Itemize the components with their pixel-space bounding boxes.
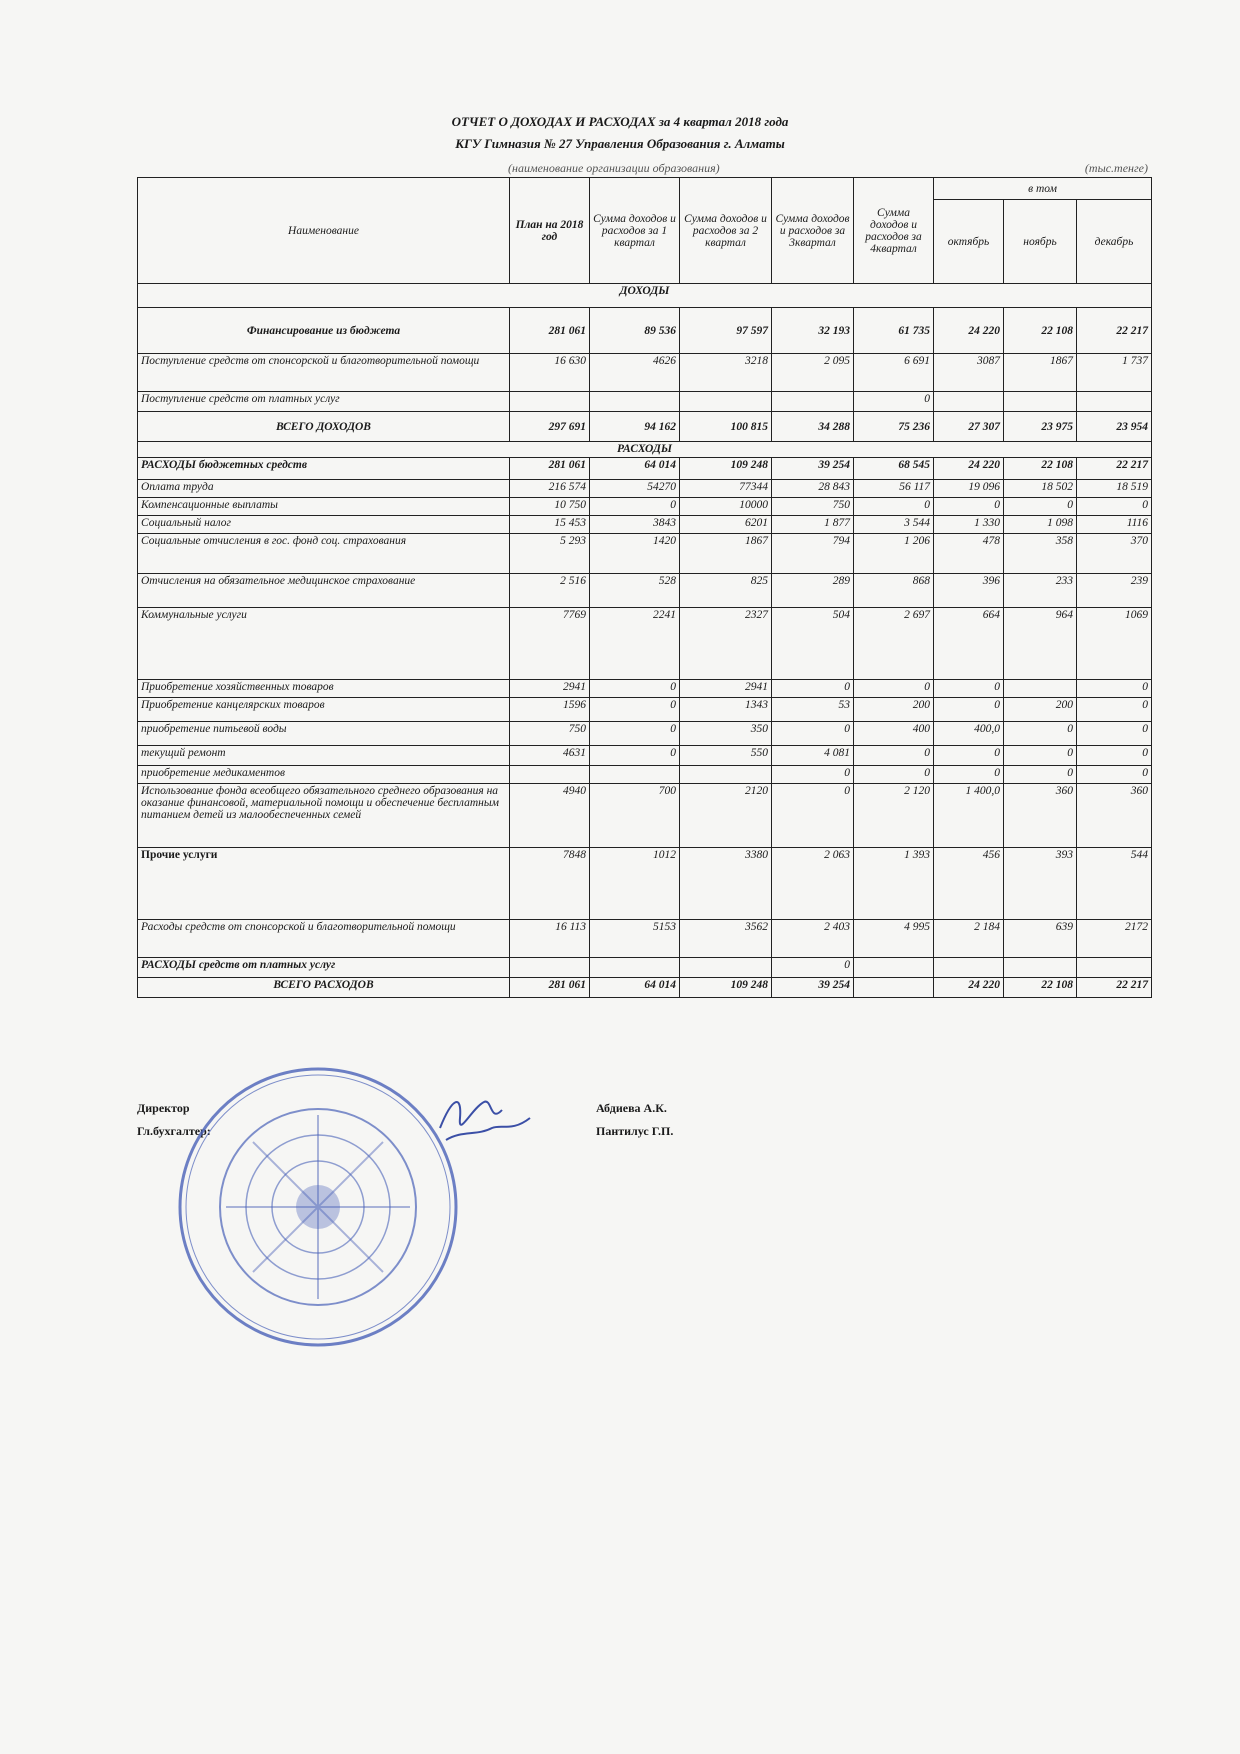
org-caption: (наименование организации образования) [508,161,720,175]
cell-value [510,392,590,412]
cell-value: 16 113 [510,920,590,958]
report-title: ОТЧЕТ О ДОХОДАХ И РАСХОДАХ за 4 квартал 2018 года [451,114,789,129]
cell-value [772,392,854,412]
table-row [138,354,1152,392]
cell-value: 2 516 [510,574,590,608]
cell-value: 24 220 [934,458,1004,480]
cell-value: 61 735 [854,308,934,354]
table-row [138,766,1152,784]
cell-value: 0 [854,746,934,766]
cell-value: 2 184 [934,920,1004,958]
cell-value: 4631 [510,746,590,766]
cell-value: 478 [934,534,1004,574]
cell-value [510,958,590,978]
cell-value: 53 [772,698,854,722]
cell-value: 2 697 [854,608,934,680]
cell-value [1077,958,1152,978]
cell-value: 6 691 [854,354,934,392]
cell-value: 18 519 [1077,480,1152,498]
section-income: ДОХОДЫ [138,284,1152,308]
cell-value: 39 254 [772,978,854,998]
cell-value: 0 [1004,722,1077,746]
cell-value: 0 [1077,698,1152,722]
cell-value: 0 [854,392,934,412]
cell-value: 396 [934,574,1004,608]
row-name: Расходы средств от спонсорской и благотворительной помощи [138,920,510,958]
table-row [138,784,1152,848]
accountant-label: Гл.бухгалтер: [137,1124,211,1138]
cell-value: 1867 [680,534,772,574]
cell-value: 2120 [680,784,772,848]
cell-value: 3 544 [854,516,934,534]
section-expenses: РАСХОДЫ [138,442,1152,458]
cell-value [1004,392,1077,412]
row-name: Компенсационные выплаты [138,498,510,516]
header-q1: Сумма доходов и расходов за 1 квартал [590,178,680,284]
cell-value: 0 [1077,766,1152,784]
cell-value: 4 995 [854,920,934,958]
cell-value: 4 081 [772,746,854,766]
header-q3: Сумма доходов и расходов за 3квартал [772,178,854,284]
cell-value: 3218 [680,354,772,392]
header-name: Наименование [138,178,510,284]
cell-value: 64 014 [590,458,680,480]
cell-value: 1 330 [934,516,1004,534]
cell-value: 56 117 [854,480,934,498]
table-row [138,680,1152,698]
table-row [138,498,1152,516]
cell-value: 964 [1004,608,1077,680]
row-name: Приобретение хозяйственных товаров [138,680,510,698]
cell-value: 39 254 [772,458,854,480]
report-table [137,177,1152,998]
cell-value [590,766,680,784]
cell-value: 34 288 [772,412,854,442]
cell-value: 27 307 [934,412,1004,442]
cell-value: 750 [510,722,590,746]
cell-value: 0 [1077,746,1152,766]
row-name: Поступление средств от спонсорской и благотворительной помощи [138,354,510,392]
cell-value [590,958,680,978]
cell-value: 360 [1004,784,1077,848]
cell-value: 1 737 [1077,354,1152,392]
director-label: Директор [137,1101,190,1115]
cell-value: 281 061 [510,458,590,480]
cell-value: 0 [590,680,680,698]
cell-value: 350 [680,722,772,746]
cell-value: 5 293 [510,534,590,574]
cell-value: 3087 [934,354,1004,392]
cell-value: 54270 [590,480,680,498]
cell-value: 0 [1077,680,1152,698]
organization-name: КГУ Гимназия № 27 Управления Образования г. Алматы [455,136,785,151]
cell-value: 360 [1077,784,1152,848]
cell-value: 22 108 [1004,978,1077,998]
cell-value: 22 217 [1077,978,1152,998]
table-row [138,608,1152,680]
cell-value: 0 [772,784,854,848]
cell-value: 0 [934,680,1004,698]
cell-value: 639 [1004,920,1077,958]
cell-value: 0 [854,766,934,784]
cell-value: 370 [1077,534,1152,574]
table-row [138,698,1152,722]
cell-value: 393 [1004,848,1077,920]
table-row [138,480,1152,498]
cell-value [680,958,772,978]
cell-value [590,392,680,412]
cell-value: 0 [772,722,854,746]
cell-value: 1 393 [854,848,934,920]
cell-value: 504 [772,608,854,680]
cell-value: 19 096 [934,480,1004,498]
cell-value: 1343 [680,698,772,722]
cell-value: 0 [854,680,934,698]
cell-value: 7769 [510,608,590,680]
cell-value: 297 691 [510,412,590,442]
cell-value: 89 536 [590,308,680,354]
cell-value: 0 [934,766,1004,784]
cell-value: 10000 [680,498,772,516]
cell-value: 400 [854,722,934,746]
cell-value: 2941 [680,680,772,698]
cell-value: 22 217 [1077,308,1152,354]
cell-value: 4626 [590,354,680,392]
cell-value: 456 [934,848,1004,920]
cell-value: 0 [772,766,854,784]
cell-value: 700 [590,784,680,848]
cell-value: 1 206 [854,534,934,574]
cell-value [934,392,1004,412]
cell-value: 109 248 [680,458,772,480]
accountant-name: Пантилус Г.П. [596,1124,674,1138]
cell-value: 0 [1077,498,1152,516]
header-q4: Сумма доходов и расходов за 4квартал [854,178,934,284]
row-name: РАСХОДЫ бюджетных средств [138,458,510,480]
cell-value: 0 [590,746,680,766]
cell-value: 528 [590,574,680,608]
cell-value: 2327 [680,608,772,680]
cell-value: 3380 [680,848,772,920]
cell-value [510,766,590,784]
cell-value: 1069 [1077,608,1152,680]
cell-value [1004,680,1077,698]
cell-value: 289 [772,574,854,608]
cell-value: 5153 [590,920,680,958]
table-row [138,920,1152,958]
cell-value: 22 217 [1077,458,1152,480]
cell-value: 16 630 [510,354,590,392]
cell-value: 216 574 [510,480,590,498]
table-row [138,392,1152,412]
row-name: ВСЕГО РАСХОДОВ [138,978,510,998]
cell-value: 23 954 [1077,412,1152,442]
row-name: текущий ремонт [138,746,510,766]
table-row [138,722,1152,746]
cell-value: 664 [934,608,1004,680]
cell-value: 750 [772,498,854,516]
cell-value: 0 [934,746,1004,766]
row-name: ВСЕГО ДОХОДОВ [138,412,510,442]
cell-value: 1012 [590,848,680,920]
cell-value: 23 975 [1004,412,1077,442]
cell-value: 2 120 [854,784,934,848]
header-plan: План на 2018 год [510,178,590,284]
header-in-that: в том [934,178,1152,200]
header-nov: ноябрь [1004,200,1077,284]
cell-value: 200 [854,698,934,722]
header-q2: Сумма доходов и расходов за 2 квартал [680,178,772,284]
row-name: Отчисления на обязательное медицинское страхование [138,574,510,608]
table-row [138,458,1152,480]
row-name: Финансирование из бюджета [138,308,510,354]
row-name: Социальный налог [138,516,510,534]
cell-value [1004,958,1077,978]
cell-value [854,958,934,978]
official-seal [176,1065,460,1349]
row-name: Использование фонда всеобщего обязательного среднего образования на оказание финансовой, материальной помощи и обеспечение бесплатным питанием детей из малообеспеченных семей [138,784,510,848]
cell-value: 0 [590,722,680,746]
cell-value: 281 061 [510,978,590,998]
cell-value: 24 220 [934,308,1004,354]
row-name: приобретение медикаментов [138,766,510,784]
header-dec: декабрь [1077,200,1152,284]
cell-value: 794 [772,534,854,574]
cell-value: 94 162 [590,412,680,442]
cell-value: 0 [590,498,680,516]
row-name: Прочие услуги [138,848,510,920]
cell-value: 4940 [510,784,590,848]
cell-value: 75 236 [854,412,934,442]
cell-value: 1116 [1077,516,1152,534]
cell-value: 3843 [590,516,680,534]
cell-value: 1 877 [772,516,854,534]
table-row [138,958,1152,978]
cell-value [680,766,772,784]
cell-value: 0 [772,680,854,698]
header-oct: октябрь [934,200,1004,284]
cell-value: 1596 [510,698,590,722]
cell-value: 200 [1004,698,1077,722]
cell-value: 1867 [1004,354,1077,392]
cell-value: 239 [1077,574,1152,608]
cell-value: 6201 [680,516,772,534]
cell-value: 0 [1004,498,1077,516]
cell-value: 100 815 [680,412,772,442]
cell-value: 0 [1004,766,1077,784]
cell-value: 0 [772,958,854,978]
cell-value: 2 403 [772,920,854,958]
cell-value: 550 [680,746,772,766]
cell-value: 22 108 [1004,458,1077,480]
row-name: Оплата труда [138,480,510,498]
cell-value: 233 [1004,574,1077,608]
table-row [138,412,1152,442]
cell-value: 825 [680,574,772,608]
cell-value: 2241 [590,608,680,680]
row-name: Коммунальные услуги [138,608,510,680]
row-name: Социальные отчисления в гос. фонд соц. страхования [138,534,510,574]
unit-label: (тыс.тенге) [1084,161,1148,175]
cell-value: 2941 [510,680,590,698]
cell-value: 1420 [590,534,680,574]
row-name: приобретение питьевой воды [138,722,510,746]
table-row [138,308,1152,354]
cell-value: 22 108 [1004,308,1077,354]
cell-value [680,392,772,412]
cell-value: 2 063 [772,848,854,920]
cell-value: 28 843 [772,480,854,498]
cell-value [934,958,1004,978]
cell-value: 64 014 [590,978,680,998]
cell-value: 10 750 [510,498,590,516]
cell-value: 97 597 [680,308,772,354]
cell-value: 0 [590,698,680,722]
cell-value: 24 220 [934,978,1004,998]
table-row [138,574,1152,608]
cell-value: 1 098 [1004,516,1077,534]
cell-value: 18 502 [1004,480,1077,498]
cell-value: 3562 [680,920,772,958]
table-row [138,746,1152,766]
cell-value: 0 [1077,722,1152,746]
cell-value: 1 400,0 [934,784,1004,848]
cell-value: 868 [854,574,934,608]
row-name: Поступление средств от платных услуг [138,392,510,412]
cell-value [1077,392,1152,412]
director-name: Абдиева А.К. [596,1101,667,1115]
table-row [138,978,1152,998]
table-row [138,516,1152,534]
cell-value: 0 [1004,746,1077,766]
cell-value: 0 [854,498,934,516]
cell-value: 544 [1077,848,1152,920]
row-name: Приобретение канцелярских товаров [138,698,510,722]
cell-value: 0 [934,498,1004,516]
cell-value: 109 248 [680,978,772,998]
cell-value: 7848 [510,848,590,920]
cell-value [854,978,934,998]
cell-value: 2172 [1077,920,1152,958]
cell-value: 358 [1004,534,1077,574]
table-row [138,848,1152,920]
cell-value: 281 061 [510,308,590,354]
cell-value: 0 [934,698,1004,722]
cell-value: 2 095 [772,354,854,392]
cell-value: 400,0 [934,722,1004,746]
cell-value: 77344 [680,480,772,498]
row-name: РАСХОДЫ средств от платных услуг [138,958,510,978]
table-row [138,534,1152,574]
cell-value: 15 453 [510,516,590,534]
cell-value: 32 193 [772,308,854,354]
cell-value: 68 545 [854,458,934,480]
